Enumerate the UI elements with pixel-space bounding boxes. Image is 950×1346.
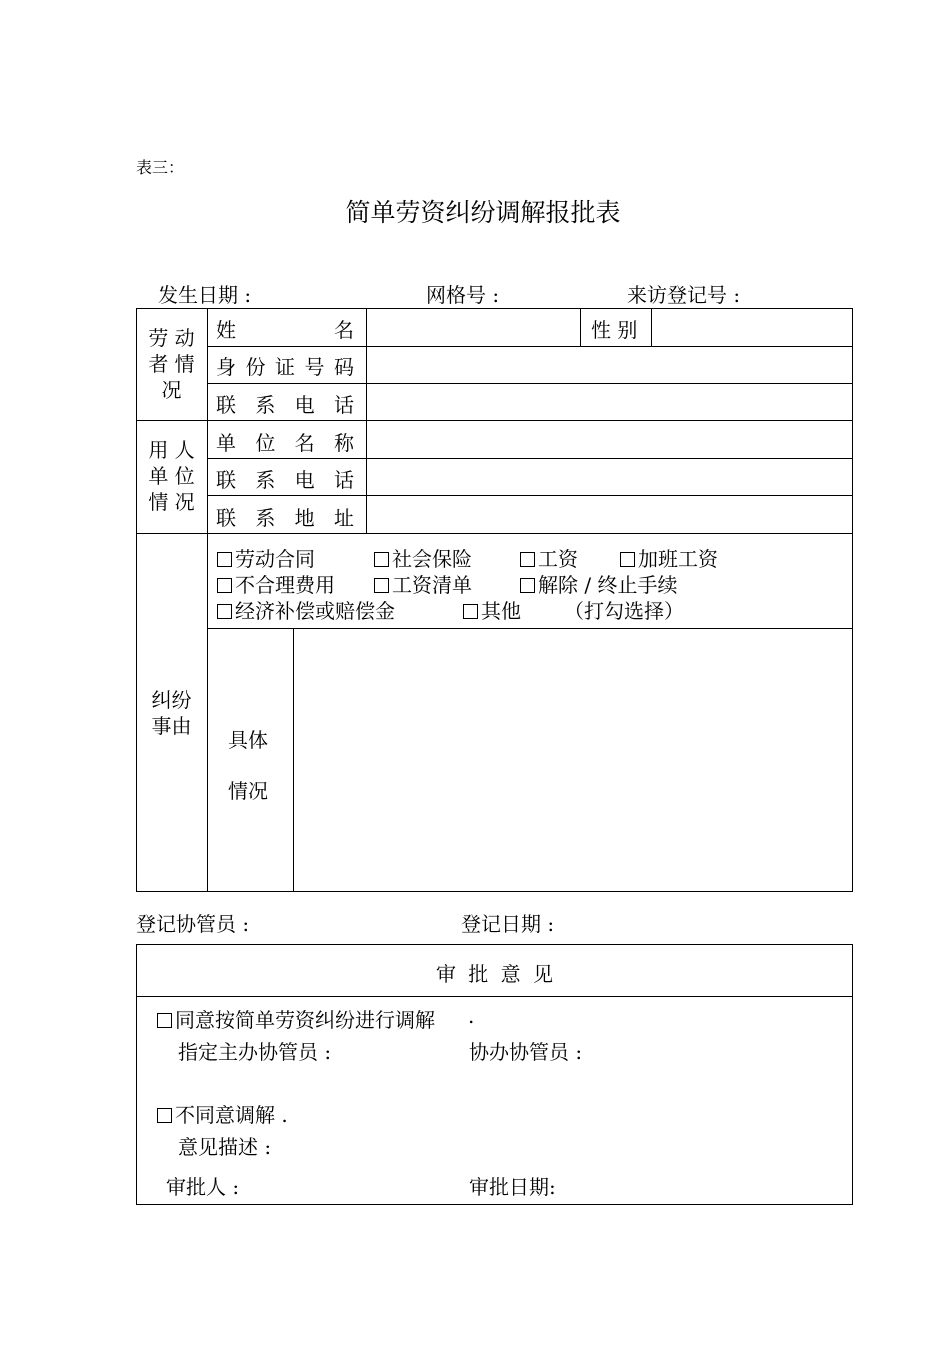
checkbox-icon [463,604,478,619]
employer-group-label: 用 人 单 位 情 况 [148,438,195,514]
visit-number-label: 来访登记号 : [627,283,741,307]
occur-date-label: 发生日期 : [158,283,252,307]
employer-phone-label: 联 系 电 话 [216,468,354,492]
worker-phone-field[interactable] [367,384,852,420]
unit-name-field[interactable] [367,421,852,458]
gender-label: 性 别 [591,318,638,342]
option-unreasonable-fees[interactable]: 不合理费用 [217,569,335,598]
address-label: 联 系 地 址 [216,506,354,530]
option-social-insurance[interactable]: 社会保险 [374,543,472,572]
checkbox-icon [217,552,232,567]
worker-group-label: 劳 动 者 情 况 [148,326,195,402]
checkbox-icon [157,1013,172,1028]
table-number: 表三： [136,158,185,177]
checkbox-icon [157,1108,172,1123]
approve-date-label: 审批日期: [469,1175,556,1199]
option-overtime-pay[interactable]: 加班工资 [620,543,718,572]
id-number-label: 身 份 证 号 码 [216,355,354,379]
option-labor-contract[interactable]: 劳动合同 [217,543,315,572]
checkbox-icon [217,578,232,593]
detail-label-line1: 具体 [228,728,268,752]
checkbox-icon [217,604,232,619]
checkbox-icon [374,552,389,567]
option-wages[interactable]: 工资 [520,543,578,572]
detail-description-field[interactable] [294,629,852,891]
employer-phone-field[interactable] [367,459,852,495]
checkbox-icon [520,578,535,593]
page-title: 简单劳资纠纷调解报批表 [345,198,621,227]
option-wage-list[interactable]: 工资清单 [374,569,472,598]
option-agree-mediation[interactable]: 同意按简单劳资纠纷进行调解 [157,1004,435,1033]
option-other[interactable]: 其他 [463,595,521,624]
option-termination-procedures[interactable]: 解除 / 终止手续 [520,569,677,598]
registration-date-label: 登记日期 : [461,912,555,936]
approver-label: 审批人 : [166,1175,240,1199]
option-compensation[interactable]: 经济补偿或赔偿金 [217,595,395,624]
checkbox-icon [620,552,635,567]
name-field[interactable] [367,309,579,345]
assist-clerk-label: 协办协管员 : [469,1040,583,1064]
approval-header: 审 批 意 见 [435,962,554,986]
options-hint: （打勾选择） [564,599,684,623]
detail-label-line2: 情况 [228,779,268,803]
opinion-label: 意见描述 : [178,1135,272,1159]
registration-clerk-label: 登记协管员 : [136,912,250,936]
worker-phone-label: 联 系 电 话 [216,393,354,417]
unit-name-label: 单 位 名 称 [216,431,354,455]
id-number-field[interactable] [367,347,852,383]
name-label: 姓 名 [216,318,354,342]
main-clerk-label: 指定主办协管员 : [178,1040,332,1064]
checkbox-icon [374,578,389,593]
option-disagree-mediation[interactable]: 不同意调解 . [157,1099,288,1128]
grid-number-label: 网格号 : [426,283,500,307]
checkbox-icon [520,552,535,567]
agree-trailing-dot: . [468,1004,475,1028]
dispute-group-label: 纠纷 事由 [151,688,192,738]
gender-field[interactable] [652,309,852,345]
address-field[interactable] [367,496,852,533]
